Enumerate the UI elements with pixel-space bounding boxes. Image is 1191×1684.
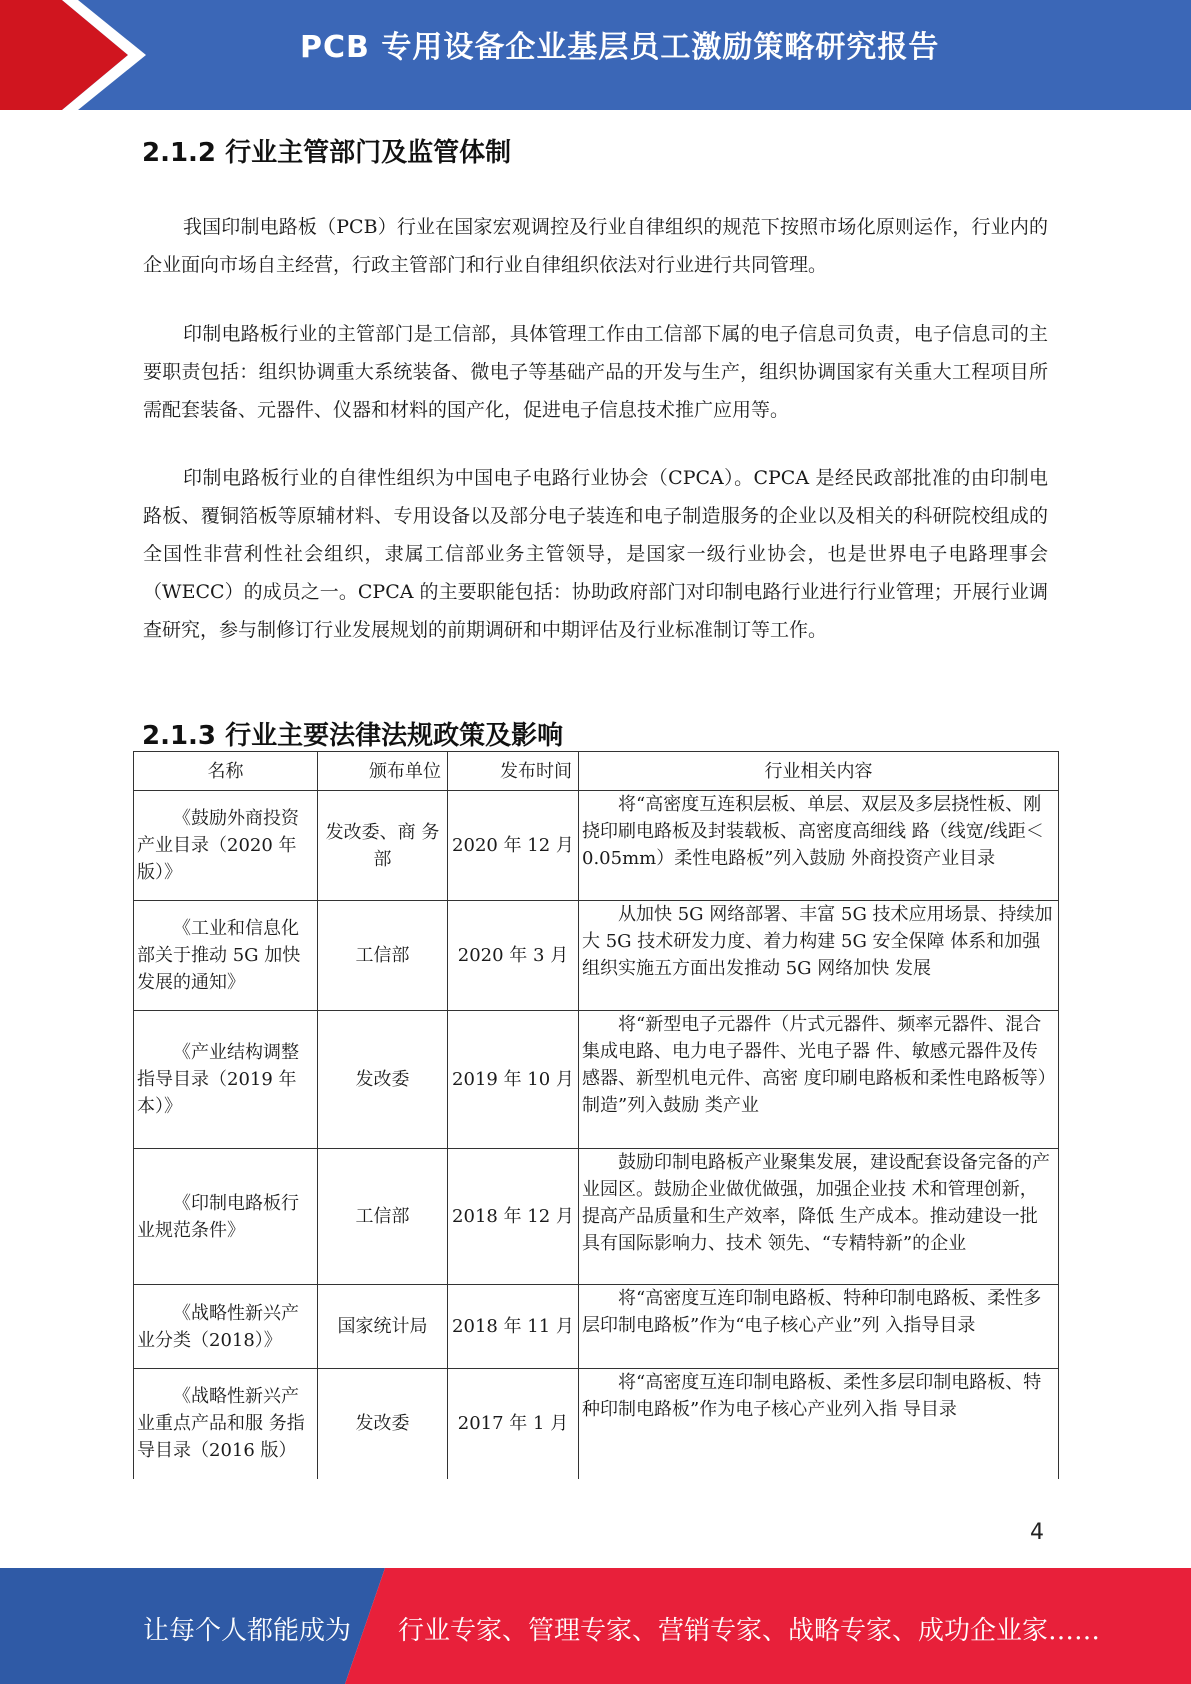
cell-content: 将“高密度互连印制电路板、特种印制电路板、柔性多层印制电路板”作为“电子核心产业”列 入指导目录	[579, 1285, 1059, 1369]
cell-content: 鼓励印制电路板产业聚集发展，建设配套设备完备的产业园区。鼓励企业做优做强，加强企业技 术和管理创新，提高产品质量和生产效率，降低 生产成本。推动建设一批具有国际影响力、技术 领先、“专精特新”的企业	[579, 1149, 1059, 1285]
cell-org: 发改委	[318, 1369, 448, 1479]
cell-name: 《产业结构调整指导目录（2019 年本）》	[134, 1011, 318, 1149]
cell-org: 工信部	[318, 901, 448, 1011]
cell-org: 工信部	[318, 1149, 448, 1285]
cell-name: 《工业和信息化部关于推动 5G 加快发展的通知》	[134, 901, 318, 1011]
cell-date: 2018 年 12 月	[448, 1149, 579, 1285]
page-header	[0, 0, 1191, 110]
cell-org: 国家统计局	[318, 1285, 448, 1369]
cell-name: 《战略性新兴产业重点产品和服 务指导目录（2016 版）	[134, 1369, 318, 1479]
paragraph-3: 印制电路板行业的自律性组织为中国电子电路行业协会（CPCA）。CPCA 是经民政部批准的由印制电路板、覆铜箔板等原辅材料、专用设备以及部分电子装连和电子制造服务的企业以及相关的科研院校组成的全国性非营利性社会组织，隶属工信部业务主管领导，是国家一级行业协会，也是世界电子电路理事会（WECC）的成员之一。CPCA 的主要职能包括：协助政府部门对印制电路行业进行行业管理；开展行业调查研究，参与制修订行业发展规划的前期调研和中期评估及行业标准制订等工作。	[143, 467, 1048, 641]
policy-table	[133, 751, 1059, 1479]
table-row	[134, 791, 1059, 901]
footer-right-text: 行业专家、管理专家、营销专家、战略专家、成功企业家……	[398, 1616, 1101, 1646]
cell-date: 2018 年 11 月	[448, 1285, 579, 1369]
table-row	[134, 1369, 1059, 1479]
cell-name: 《印制电路板行业规范条件》	[134, 1149, 318, 1285]
column-header-org: 颁布单位	[318, 752, 448, 791]
cell-content: 将“高密度互连积层板、单层、双层及多层挠性板、刚挠印刷电路板及封装载板、高密度高细线 路（线宽/线距＜0.05mm）柔性电路板”列入鼓励 外商投资产业目录	[579, 791, 1059, 901]
section-heading-2-1-2: 2.1.2 行业主管部门及监管体制	[142, 138, 512, 168]
cell-date: 2017 年 1 月	[448, 1369, 579, 1479]
cell-date: 2020 年 12 月	[448, 791, 579, 901]
cell-org: 发改委	[318, 1011, 448, 1149]
column-header-name: 名称	[134, 752, 318, 791]
cell-date: 2020 年 3 月	[448, 901, 579, 1011]
paragraph-2: 印制电路板行业的主管部门是工信部，具体管理工作由工信部下属的电子信息司负责，电子信息司的主要职责包括：组织协调重大系统装备、微电子等基础产品的开发与生产，组织协调国家有关重大工程项目所需配套装备、元器件、仪器和材料的国产化，促进电子信息技术推广应用等。	[143, 323, 1048, 421]
section-heading-2-1-3: 2.1.3 行业主要法律法规政策及影响	[142, 721, 564, 751]
table-row	[134, 1149, 1059, 1285]
table-row	[134, 901, 1059, 1011]
cell-org: 发改委、商 务部	[318, 791, 448, 901]
page-number: 4	[1030, 1520, 1044, 1545]
table-row	[134, 1011, 1059, 1149]
column-header-date: 发布时间	[448, 752, 579, 791]
cell-content: 将“新型电子元器件（片式元器件、频率元器件、混合集成电路、电力电子器件、光电子器 件、敏感元器件及传感器、新型机电元件、高密 度印刷电路板和柔性电路板等）制造”列入鼓励 类产业	[579, 1011, 1059, 1149]
table-header-row	[134, 752, 1059, 791]
cell-content: 从加快 5G 网络部署、丰富 5G 技术应用场景、持续加大 5G 技术研发力度、着力构建 5G 安全保障 体系和加强组织实施五方面出发推动 5G 网络加快 发展	[579, 901, 1059, 1011]
header-title: PCB 专用设备企业基层员工激励策略研究报告	[300, 30, 940, 65]
cell-content: 将“高密度互连印制电路板、柔性多层印制电路板、特种印制电路板”作为电子核心产业列入指 导目录	[579, 1369, 1059, 1479]
footer-left-text: 让每个人都能成为	[143, 1616, 352, 1646]
header-arrow-decoration	[0, 0, 160, 110]
paragraph-1: 我国印制电路板（PCB）行业在国家宏观调控及行业自律组织的规范下按照市场化原则运作，行业内的企业面向市场自主经营，行政主管部门和行业自律组织依法对行业进行共同管理。	[143, 216, 1048, 276]
table-row	[134, 1285, 1059, 1369]
cell-name: 《战略性新兴产业分类（2018）》	[134, 1285, 318, 1369]
cell-name: 《鼓励外商投资产业目录（2020 年版）》	[134, 791, 318, 901]
column-header-content: 行业相关内容	[579, 752, 1059, 791]
page-footer	[0, 1568, 1191, 1684]
cell-date: 2019 年 10 月	[448, 1011, 579, 1149]
